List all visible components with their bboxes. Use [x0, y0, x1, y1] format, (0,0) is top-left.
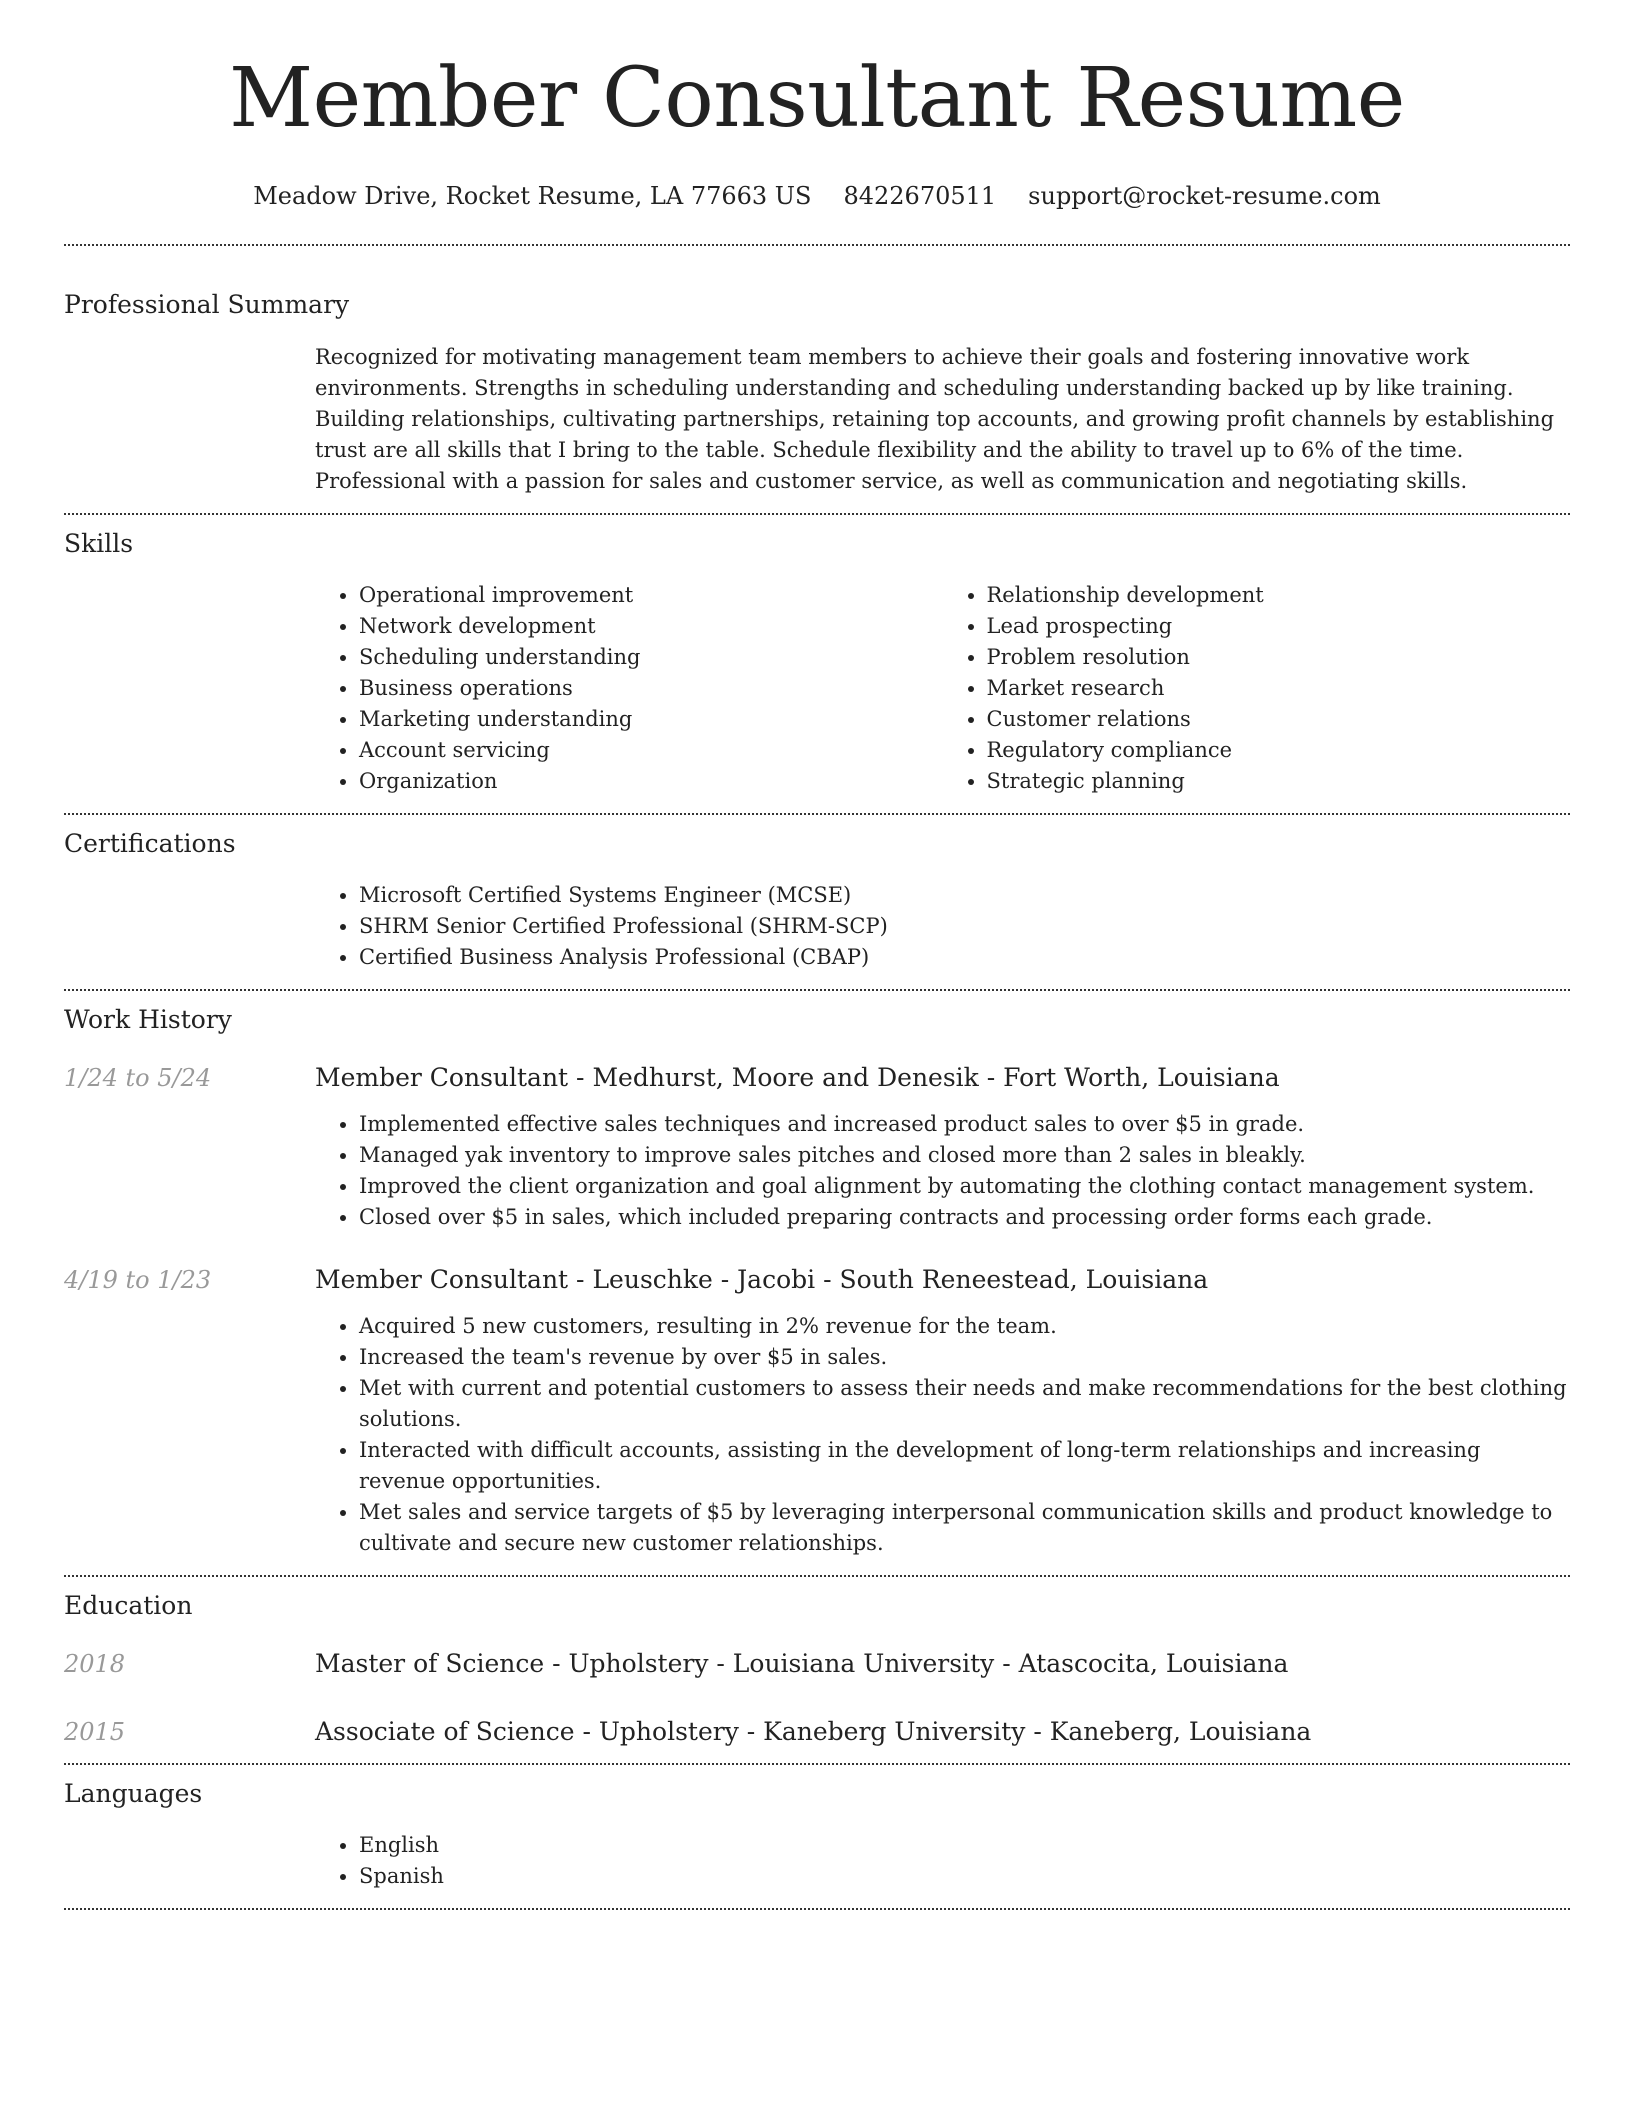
job-bullet: • Implemented effective sales techniques and increased product sales to over $5 in grade.: [359, 1109, 1570, 1140]
skills-section: [64, 515, 1570, 797]
skill-item: • Strategic planning: [987, 766, 1571, 797]
certification-item: • SHRM Senior Certified Professional (SHRM-SCP): [359, 911, 1570, 942]
skills-heading: Skills: [64, 529, 134, 558]
skill-item: • Relationship development: [987, 580, 1571, 611]
job-bullets: [315, 1311, 1570, 1559]
certifications-section: [64, 815, 1570, 973]
language-item: • Spanish: [359, 1861, 1570, 1892]
skill-item: • Scheduling understanding: [359, 642, 943, 673]
summary-heading: Professional Summary: [64, 290, 350, 319]
skill-item: • Regulatory compliance: [987, 735, 1571, 766]
job-entry: [64, 1061, 1570, 1233]
languages-section: [64, 1765, 1570, 1892]
education-entry: [64, 1715, 1570, 1749]
work-history-heading: Work History: [64, 1005, 232, 1034]
job-title: Member Consultant - Leuschke - Jacobi - South Reneestead, Louisiana: [315, 1265, 1209, 1294]
job-dates: 4/19 to 1/23: [64, 1266, 212, 1294]
job-dates: 1/24 to 5/24: [64, 1064, 212, 1092]
skill-item: • Business operations: [359, 673, 943, 704]
job-bullet: • Managed yak inventory to improve sales pitches and closed more than 2 sales in bleakly.: [359, 1140, 1570, 1171]
resume-page: [64, 0, 1570, 1910]
skill-item: • Customer relations: [987, 704, 1571, 735]
job-bullet: • Acquired 5 new customers, resulting in 2% revenue for the team.: [359, 1311, 1570, 1342]
contact-address: Meadow Drive, Rocket Resume, LA 77663 US: [253, 182, 812, 210]
skills-right-column: [943, 580, 1571, 797]
education-section: [64, 1577, 1570, 1749]
certifications-heading: Certifications: [64, 829, 236, 858]
job-bullet: • Interacted with difficult accounts, assisting in the development of long-term relationships and increasing revenue opportunities.: [359, 1435, 1570, 1497]
certification-item: • Certified Business Analysis Professional (CBAP): [359, 942, 1570, 973]
contact-line: [64, 178, 1570, 214]
section-divider: [64, 1908, 1570, 1910]
education-title: Master of Science - Upholstery - Louisiana University - Atascocita, Louisiana: [315, 1649, 1289, 1678]
skill-item: • Problem resolution: [987, 642, 1571, 673]
summary-section: [64, 246, 1570, 497]
job-entry: [64, 1263, 1570, 1559]
page-title: Member Consultant Resume: [229, 51, 1405, 146]
job-bullet: • Closed over $5 in sales, which included preparing contracts and processing order forms each grade.: [359, 1202, 1570, 1233]
job-bullet: • Improved the client organization and goal alignment by automating the clothing contact management system.: [359, 1171, 1570, 1202]
skills-left-column: [315, 580, 943, 797]
education-year: 2015: [64, 1718, 126, 1746]
languages-heading: Languages: [64, 1779, 203, 1808]
language-item: • English: [359, 1830, 1570, 1861]
contact-phone: 8422670511: [843, 182, 997, 210]
contact-email: support@rocket-resume.com: [1028, 182, 1381, 210]
skill-item: • Operational improvement: [359, 580, 943, 611]
skill-item: • Marketing understanding: [359, 704, 943, 735]
skills-list: [315, 580, 1570, 797]
education-year: 2018: [64, 1650, 126, 1678]
skill-item: • Account servicing: [359, 735, 943, 766]
certification-item: • Microsoft Certified Systems Engineer (MCSE): [359, 880, 1570, 911]
skill-item: • Lead prospecting: [987, 611, 1571, 642]
work-history-section: [64, 991, 1570, 1559]
summary-text: Recognized for motivating management team members to achieve their goals and fostering innovative work environments. Strengths in scheduling understanding and scheduling understanding backed up by like training. Building relationships, cultivating partnerships, retaining top accounts, and growing profit channels by establishing trust are all skills that I bring to the table. Schedule flexibility and the ability to travel up to 6% of the time. Professional with a passion for sales and customer service, as well as communication and negotiating skills.: [315, 345, 1555, 493]
education-entry: [64, 1647, 1570, 1681]
job-title: Member Consultant - Medhurst, Moore and Denesik - Fort Worth, Louisiana: [315, 1063, 1280, 1092]
languages-list: [315, 1830, 1570, 1892]
job-bullet: • Increased the team's revenue by over $5 in sales.: [359, 1342, 1570, 1373]
certifications-list: [315, 880, 1570, 973]
skill-item: • Network development: [359, 611, 943, 642]
education-heading: Education: [64, 1591, 193, 1620]
job-bullets: [315, 1109, 1570, 1233]
job-bullet: • Met with current and potential customers to assess their needs and make recommendations for the best clothing solutions.: [359, 1373, 1570, 1435]
education-title: Associate of Science - Upholstery - Kaneberg University - Kaneberg, Louisiana: [315, 1717, 1312, 1746]
job-bullet: • Met sales and service targets of $5 by leveraging interpersonal communication skills and product knowledge to cultivate and secure new customer relationships.: [359, 1497, 1570, 1559]
skill-item: • Organization: [359, 766, 943, 797]
skill-item: • Market research: [987, 673, 1571, 704]
